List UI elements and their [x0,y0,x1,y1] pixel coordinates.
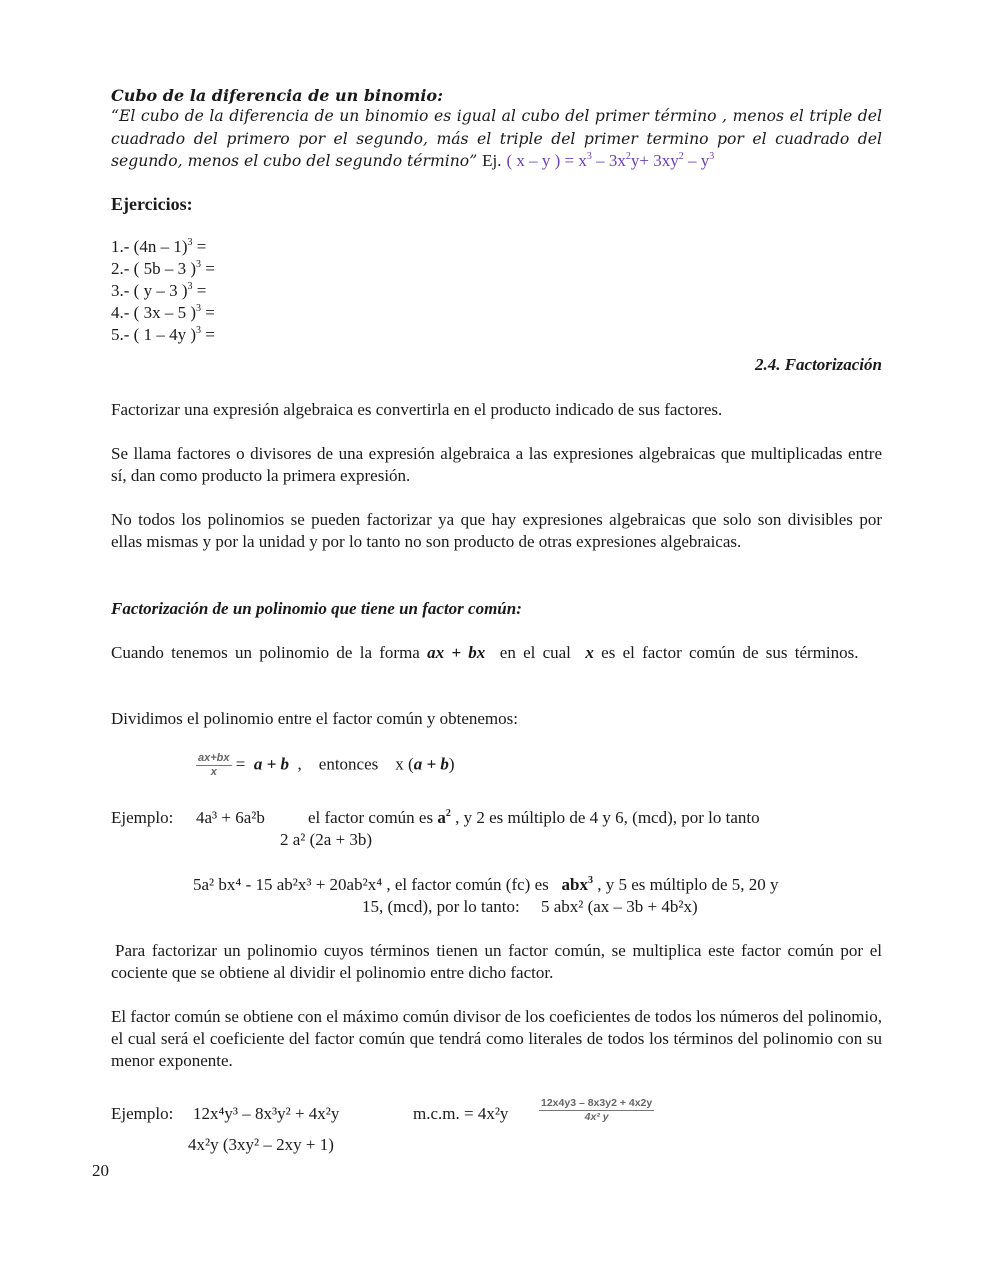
ejercicios-list [111,236,215,346]
paragraph-factor-comun: El factor común se obtiene con el máximo común divisor de los coeficientes de todos los números del polinomio, el cual será el coeficiente del factor común que tendrá como literales de todos los términos del polinomio con su menor exponente. [111,1007,882,1070]
page-number: 20 [92,1161,109,1180]
cubo-example-t3: y+ 3xy [630,151,679,170]
ejemplo3-expression: 12x⁴y³ – 8x³y² + 4x²y [193,1104,340,1123]
paragraph-definition: Factorizar una expresión algebraica es convertirla en el producto indicado de sus factores. [111,400,723,419]
factor-comun-heading: Factorización de un polinomio que tiene un factor común: [111,599,522,618]
cubo-example-t4: – y [683,151,710,170]
ejercicio-item: 3.- ( y – 3 )$^3$ = [111,281,207,300]
section-heading: 2.4. Factorización [754,355,882,374]
paragraph-polinomios: No todos los polinomios se pueden factorizar ya que hay expresiones algebraicas que solo son divisibles por ellas mismas y por la unidad y por lo tanto no son producto de otras expresiones algebraicas. [111,510,882,551]
cubo-example [506,151,714,170]
ejemplo2-expression: 5a² bx⁴ - 15 ab²x³ + 20ab²x⁴ , [193,875,391,894]
ejemplo1-result: 2 a² (2a + 3b) [280,830,373,849]
ejemplo2-line2: 15, (mcd), por lo tanto: 5 abx² (ax – 3b + 4b²x) [362,897,698,916]
ejemplo1-label: Ejemplo: [111,808,174,827]
ejemplo3-mcm: m.c.m. = 4x²y [413,1104,509,1123]
ejercicios-heading: Ejercicios: [111,194,193,214]
ejemplo3-label: Ejemplo: [111,1104,174,1123]
cubo-example-t2-exp: 2 [625,151,631,162]
ejemplo1-explanation: el factor común es $a^2$ , y 2 es múltiplo de 4 y 6, (mcd), por lo tanto [308,808,760,827]
division-fraction: $\frac{ax+bx}{x}$ [198,752,230,778]
cubo-example-t3-exp: 2 [678,151,684,162]
ejemplo3-result: 4x²y (3xy² – 2xy + 1) [188,1135,334,1154]
cubo-example-t2: – 3x [591,151,626,170]
ejercicio-item: 5.- ( 1 – 4y )$^3$ = [111,325,215,344]
common-factor-x: x [585,643,594,662]
cubo-title: Cubo de la diferencia de un binomio: [111,86,444,105]
ejercicio-item: 2.- ( 5b – 3 )$^3$ = [111,259,215,278]
cubo-example-lhs: ( x – y ) = [506,151,575,170]
paragraph-para-factorizar: Para factorizar un polinomio cuyos términos tienen un factor común, se multiplica este factor común por el cociente que se obtiene al dividir el polinomio entre dicho factor. [111,941,882,982]
cubo-example-t4-exp: 3 [709,151,715,162]
cubo-text: “El cubo de la diferencia de un binomio es igual al cubo del primer término , menos el triple del cuadrado del primero por el segundo, más el triple del primer termino por el cuadrado del segundo, menos el cubo del segundo término” [111,107,882,170]
cubo-definition [111,105,882,173]
ejemplo2-line1: 5a² bx⁴ - 15 ab²x³ + 20ab²x⁴ , el factor común (fc) es abx$^3$ , y 5 es múltiplo de 5, 20 y [193,875,779,894]
ejercicio-item: 4.- ( 3x – 5 )$^3$ = [111,303,215,322]
ejemplo3-fraction: $\frac{12x4y3 - 8x3y2 + 4x2y}{\text{4x² y}}$ [541,1097,653,1123]
ejemplo2-result: 5 abx² (ax – 3b + 4b²x) [540,897,698,916]
form-expression: ax + bx [427,643,486,662]
cubo-example-t1-exp: 3 [586,151,592,162]
cubo-example-label: Ej. [482,151,502,170]
paragraph-factores: Se llama factores o divisores de una expresión algebraica a las expresiones algebraicas que multiplicadas entre sí, dan como producto la primera expresión. [111,444,882,485]
ejercicio-item: 1.- (4n – 1)$^3$ = [111,237,207,256]
factor-comun-paragraph: Cuando tenemos un polinomio de la forma ax + bx en el cual x es el factor común de sus términos. [111,643,859,662]
dividimos-paragraph: Dividimos el polinomio entre el factor común y obtenemos: [111,709,518,728]
cubo-example-t1: x [578,151,587,170]
division-equation: $\frac{ax+bx}{x}$ = a + b , entonces x (a + b) [198,752,455,778]
ejemplo1-expression: 4a³ + 6a²b [196,808,265,827]
